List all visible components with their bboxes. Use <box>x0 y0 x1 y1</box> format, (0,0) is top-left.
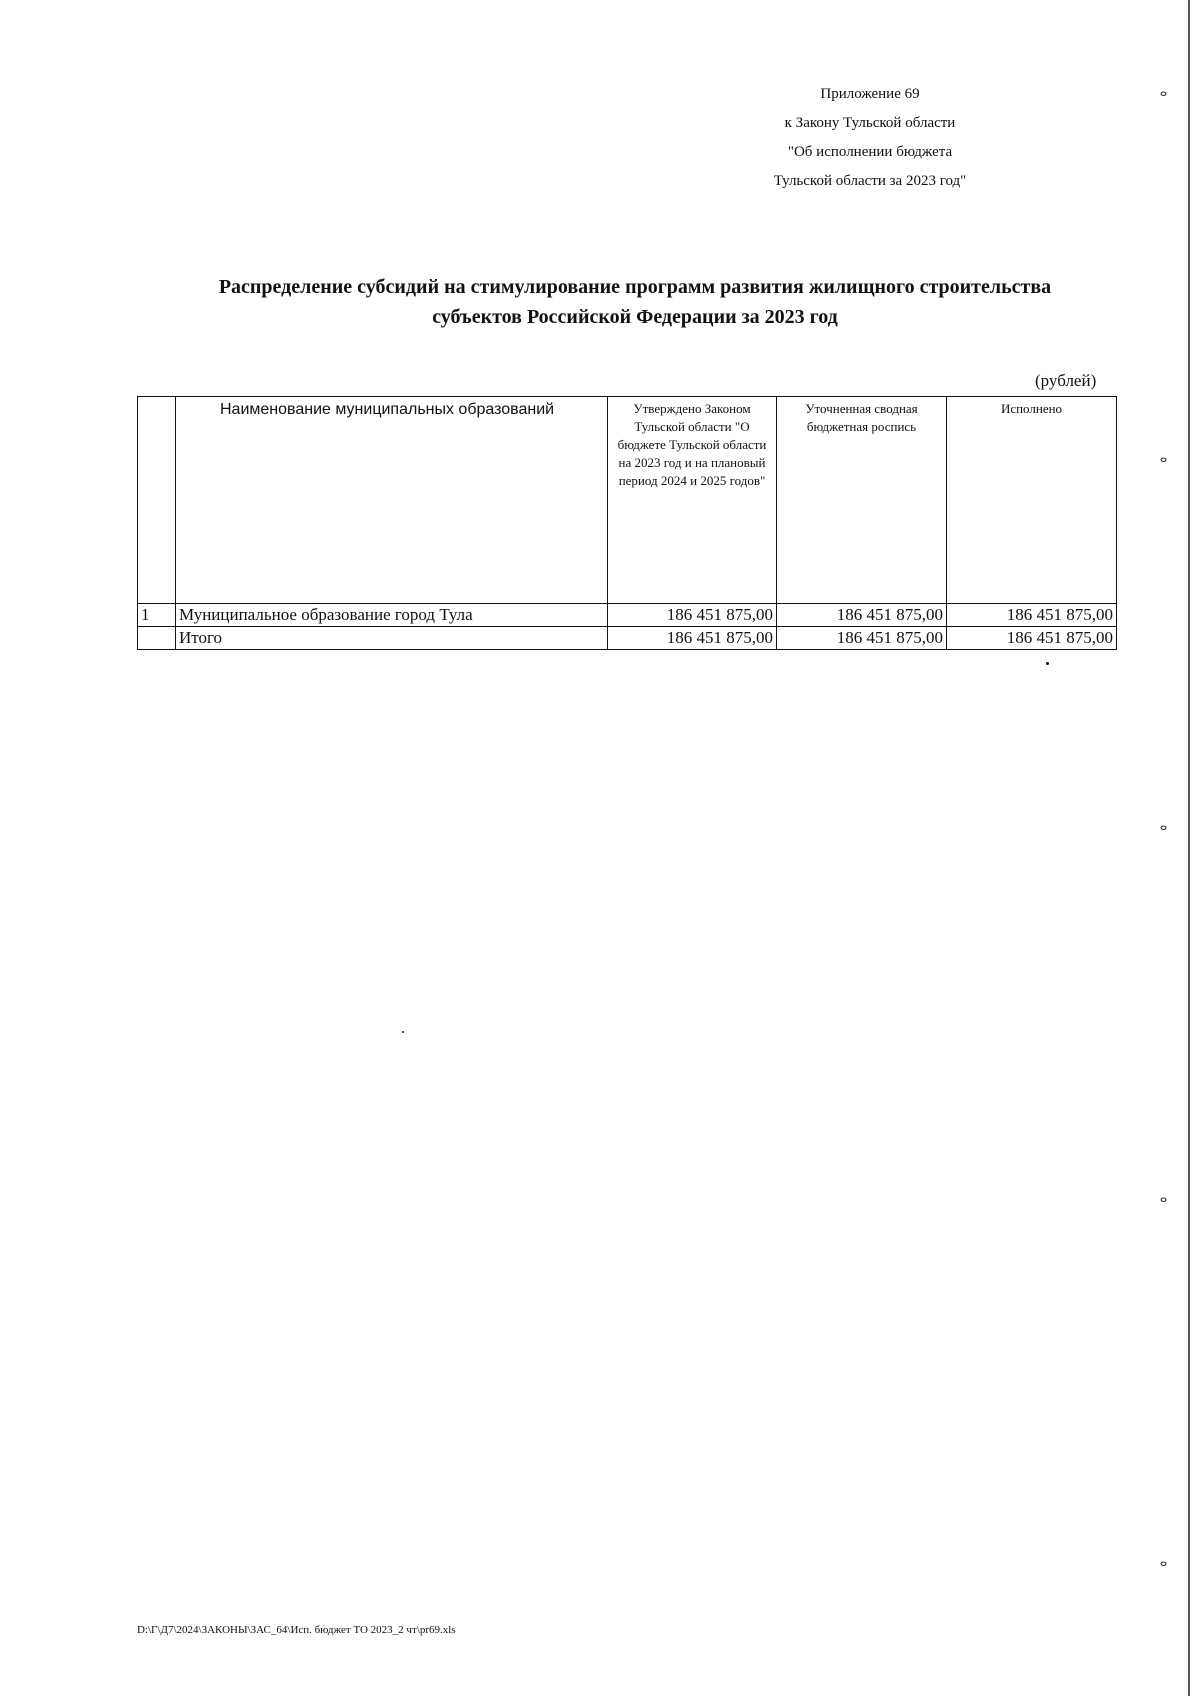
total-index-cell <box>138 627 176 650</box>
header-executed: Исполнено <box>947 397 1117 604</box>
row-refined: 186 451 875,00 <box>777 604 947 627</box>
file-path-footer: D:\Г\Д7\2024\ЗАКОНЫ\ЗАС_64\Исп. бюджет ТО 2023_2 чт\pr69.xls <box>137 1624 456 1636</box>
margin-mark: ⴰ <box>1160 1557 1168 1569</box>
margin-mark: ⴰ <box>1160 1193 1168 1205</box>
row-approved: 186 451 875,00 <box>608 604 777 627</box>
scan-dot <box>1046 662 1049 665</box>
appendix-header <box>735 80 1005 196</box>
total-label: Итого <box>176 627 608 650</box>
title-line: субъектов Российской Федерации за 2023 год <box>432 306 838 328</box>
margin-mark: ⴰ <box>1160 87 1168 99</box>
total-refined: 186 451 875,00 <box>777 627 947 650</box>
appendix-line: к Закону Тульской области <box>784 115 956 131</box>
row-executed: 186 451 875,00 <box>947 604 1117 627</box>
appendix-line: Приложение 69 <box>820 86 920 102</box>
subsidy-table <box>137 396 1117 650</box>
table-header-row <box>138 397 1117 604</box>
scan-edge-line <box>1188 0 1190 1696</box>
header-refined: Уточненная сводная бюджетная роспись <box>777 397 947 604</box>
unit-label: (рублей) <box>1035 371 1097 390</box>
appendix-line: Тульской области за 2023 год" <box>773 173 967 189</box>
margin-mark: ⴰ <box>1160 453 1168 465</box>
row-name: Муниципальное образование город Тула <box>176 604 608 627</box>
total-executed: 186 451 875,00 <box>947 627 1117 650</box>
document-title <box>130 272 1140 332</box>
header-name: Наименование муниципальных образований <box>176 397 608 604</box>
title-line: Распределение субсидий на стимулирование программ развития жилищного строительства <box>218 276 1052 298</box>
appendix-line: "Об исполнении бюджета <box>787 144 953 160</box>
scan-dot <box>402 1031 404 1033</box>
total-row <box>138 627 1117 650</box>
margin-mark: ⴰ <box>1160 821 1168 833</box>
header-index-cell <box>138 397 176 604</box>
header-approved: Утверждено Законом Тульской области "О бюджете Тульской области на 2023 год и на плановый период 2024 и 2025 годов" <box>608 397 777 604</box>
total-approved: 186 451 875,00 <box>608 627 777 650</box>
row-index: 1 <box>138 604 176 627</box>
table-row <box>138 604 1117 627</box>
